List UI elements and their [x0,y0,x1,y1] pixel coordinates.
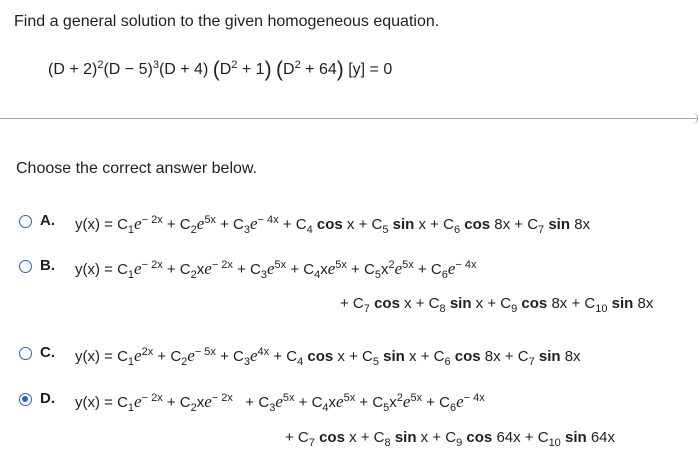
choice-letter: D. [40,390,55,407]
radio-button-b[interactable] [19,260,32,273]
choice-d-formula-line1: $y(x) = C_1e^{- 2x} + C_2xe^{- 2x} + C_3e^{5x} + C_4xe^{5x} + C_5x^2e^{5x} + C_6e^{- 4x}$ [75,392,485,414]
choice-c-formula: $y(x) = C_1e^{2x} + C_2e^{- 5x} + C_3e^{4x} + C_4$ $\cos x + C_5$ $\sin x + C_6$ $\cos 8x + C_7$ sin 8x [75,346,581,368]
question-text: Find a general solution to the given homogeneous equation. [14,13,440,30]
choice-letter: A. [40,212,55,229]
radio-button-a[interactable] [19,215,32,228]
divider [0,118,698,119]
radio-button-c[interactable] [19,347,32,360]
choice-letter: C. [40,344,55,361]
choice-d-formula-line2: + $C_7$ $\cos x + C_8$ $\sin x + C_9$ $\cos 64x + C_{10}$ sin 64x [285,429,616,449]
choice-letter: B. [40,257,55,274]
choice-b-formula-line1: $y(x) = C_1e^{- 2x} + C_2xe^{- 2x} + C_3e^{5x} + C_4xe^{5x} + C_5x^2e^{5x} + C_6e^{- 4x}$ [75,259,477,281]
equation: $(D + 2)^2(D - 5)^3(D + 4)$ $(D^2 + 1) (D^2 + 64) [y] = 0$ [48,58,393,81]
prompt-text: Choose the correct answer below. [16,160,258,177]
choice-b-formula-line2: + $C_7$ $\cos x + C_8$ $\sin x + C_9$ $\cos 8x + C_{10}$ sin 8x [340,295,654,315]
divider-handle-icon [690,113,698,124]
radio-button-d[interactable] [19,393,32,406]
choice-a-formula: $y(x) = C_1e^{- 2x} + C_2e^{5x} + C_3e^{- 4x} + C_4$ $\cos x + C_5$ $\sin x + C_6$ $\cos 8x + C_7$ sin 8x [75,214,591,236]
